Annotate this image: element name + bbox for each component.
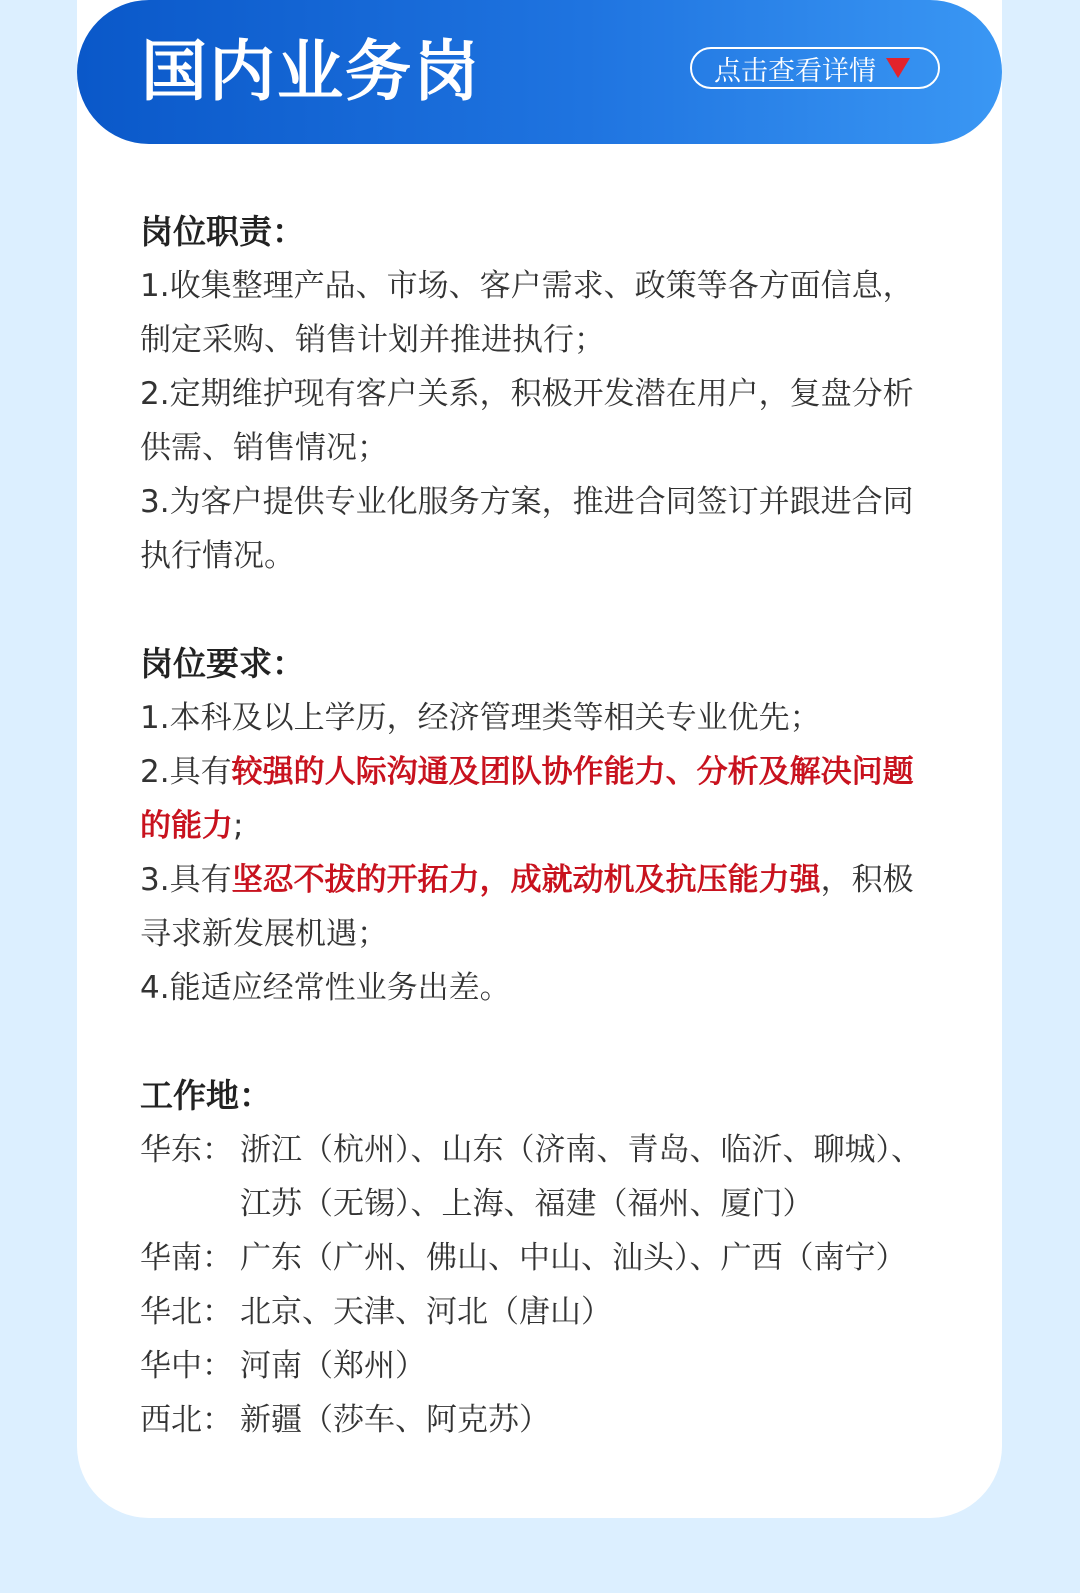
region-cities: 新疆（莎车、阿克苏） [240, 1402, 550, 1438]
requirement-text: ; [233, 808, 244, 844]
region-name: 华北： [140, 1294, 233, 1330]
duties-title: 岗位职责： [140, 212, 305, 251]
region-row [140, 1285, 940, 1339]
region-name: 华南： [140, 1240, 233, 1276]
region-cities: 广东（广州、佛山、中山、汕头）、广西（南宁） [240, 1240, 907, 1276]
requirement-item: 4.能适应经常性业务出差。 [140, 970, 511, 1006]
triangle-down-icon [886, 58, 910, 78]
requirement-text: ，积极寻求新发展机遇； [140, 862, 914, 952]
region-name: 华中： [140, 1348, 233, 1384]
region-row [140, 1231, 940, 1285]
region-name: 西北： [140, 1402, 233, 1438]
job-content [140, 205, 940, 1447]
duty-item: 2.定期维护现有客户关系，积极开发潜在用户，复盘分析供需、销售情况； [140, 376, 914, 466]
duty-item: 1.收集整理产品、市场、客户需求、政策等各方面信息，制定采购、销售计划并推进执行； [140, 268, 914, 358]
view-details-button[interactable] [690, 47, 940, 89]
region-name: 华东： [140, 1132, 233, 1168]
requirement-highlight: 较强的人际沟通及团队协作能力、分析及解决问题的能力 [140, 754, 914, 844]
region-row [140, 1339, 940, 1393]
requirements-title: 岗位要求： [140, 644, 305, 683]
requirement-item [140, 853, 940, 961]
requirement-item: 1.本科及以上学历，经济管理类等相关专业优先； [140, 700, 821, 736]
locations-title: 工作地： [140, 1076, 272, 1115]
requirement-item [140, 745, 940, 853]
region-row [140, 1393, 940, 1447]
requirement-text: 2.具有 [140, 754, 232, 790]
page-title: 国内业务岗 [141, 33, 481, 110]
region-row [140, 1123, 940, 1231]
requirement-text: 3.具有 [140, 862, 232, 898]
header-banner [77, 0, 1002, 144]
region-cities: 北京、天津、河北（唐山） [240, 1294, 612, 1330]
view-details-label: 点击查看详情 [714, 55, 876, 87]
duty-item: 3.为客户提供专业化服务方案，推进合同签订并跟进合同执行情况。 [140, 484, 914, 574]
region-cities: 浙江（杭州）、山东（济南、青岛、临沂、聊城）、江苏（无锡）、上海、福建（福州、厦门） [240, 1132, 922, 1222]
region-cities: 河南（郑州） [240, 1348, 426, 1384]
requirement-highlight: 坚忍不拔的开拓力，成就动机及抗压能力强 [231, 862, 821, 898]
